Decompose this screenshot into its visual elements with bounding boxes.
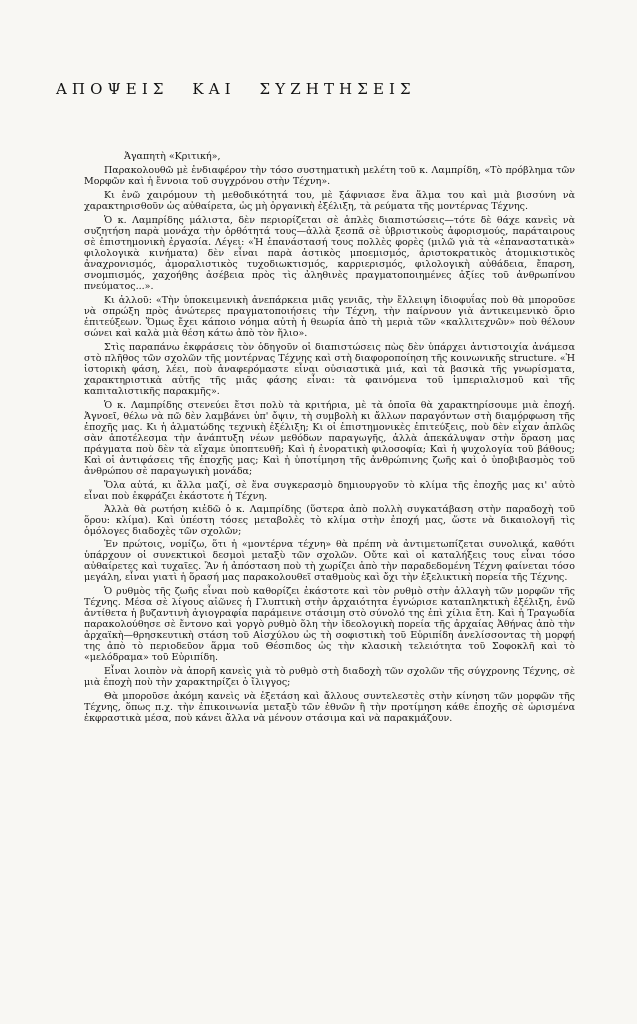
paragraph: Ἀλλὰ θὰ ρωτήση κιἑδῶ ὁ κ. Λαμπρίδης (ὕστερα ἀπὸ πολλὴ συγκατάβαση στὴν παραδοχὴ τοῦ ὅρου: κλίμα). Καὶ ὑπέστη τόσες μεταβολὲς τὸ κλίμα στὴν ἐποχή μας, ὥστε νὰ δικαιολογῆ τὶς ὁμόλογες διαδοχὲς τῶν σχολῶν; xyxy=(84,504,575,537)
paragraph: Ὁ κ. Λαμπρίδης μάλιστα, δὲν περιορίζεται σὲ ἁπλὲς διαπιστώσεις—τότε δὲ θάχε κανεὶς νὰ συζητήση παρὰ μονάχα τὴν ὀρθότητά τους—ἀλλὰ ξεσπᾶ σὲ ὑβριστικοὺς ἀφορισμούς, παράταιρους σὲ ἐπιστημονικὴ ἐργασία. Λέγει: «Ἡ ἐπανάστασή τους πολλὲς φορὲς (μιλῶ γιὰ τὰ «ἐπαναστατικὰ» φιλολογικὰ κινήματα) δὲν εἶναι παρὰ ἀστικὸς μποεμισμός, ἀριστοκρατικὸς ἀτομικιστικὸς ἀναχρονισμός, ἀμοραλιστικὸς τυχοδιωκτισμός, καρριερισμός, φιλολογικὴ αὐθάδεια, ἔπαρση, σνομπισμός, χαχοήθης ἀσέβεια πρὸς τὶς ἀληθινὲς πραγματοποιημένες ἀξίες τοῦ ἀνθρωπίνου πνεύματος...». xyxy=(84,215,575,292)
paragraph: Κι ἐνῶ χαιρόμουν τὴ μεθοδικότητά του, μὲ ξάφνιασε ἕνα ἅλμα του καὶ μιὰ βισσύνη νὰ χαρακτηρισθοῦν ὡς αὐθαίρετα, ὡς μὴ ὀργανικὴ ἐξέλιξη, τὰ ρεύματα τῆς μοντέρνας Τέχνης. xyxy=(84,190,575,212)
paragraph: Ἐν πρώτοις, νομίζω, ὅτι ἡ «μοντέρνα τέχνη» θὰ πρέπη νὰ ἀντιμετωπίζεται συνολικά, καθότι ὑπάρχουν οἱ συνεκτικοὶ δεσμοὶ μεταξὺ τῶν σχολῶν. Οὔτε καὶ οἱ καταλήξεις τους εἶναι τόσο αὐθαίρετες καὶ τυχαῖες. Ἂν ἡ ἀπόσταση ποὺ τὴ χωρίζει ἀπὸ τὴν παραδεδομένη Τέχνη φαίνεται τόσο μεγάλη, εἶναι γιατὶ ἡ ὅρασή μας παρακολουθεῖ σταθμοὺς καὶ ὄχι τὴν ἐξελικτικὴ πορεία τῆς Τέχνης. xyxy=(84,539,575,583)
paragraph: Ὁ κ. Λαμπρίδης στενεύει ἔτσι πολὺ τὰ κριτήρια, μὲ τὰ ὁποῖα θὰ χαρακτηρίσουμε μιὰ ἐποχή. Ἀγνοεῖ, θέλω νὰ πῶ δὲν λαμβάνει ὑπ' ὄψιν, τὴ συμβολὴ κι ἄλλων παραγόντων στὴ διαμόρφωση τῆς ἐποχῆς μας. Κι ἡ ἁλματώδης τεχνικὴ ἐξέλιξη; Κι οἱ ἐπιστημονικὲς ἐπιτεύξεις, ποὺ δὲν εἶχαν ἁπλῶς σὰν ἀποτέλεσμα τὴν ἀνάπτυξη νέων μεθόδων παραγωγῆς, ἀλλὰ ἀπεκάλυψαν στὴν ὅραση μας πράγματα ποὺ δὲν τὰ εἴχαμε ὑποπτευθῆ; Καὶ ἡ ἐνορατικὴ φιλοσοφία; Καὶ ἡ ψυχολογία τοῦ βάθους; Καὶ οἱ ἀντιφάσεις τῆς ἐποχῆς μας; Καὶ ἡ ὑποτίμηση τῆς ἀνθρώπινης ζωῆς καὶ ὁ ὑποβιβασμὸς τοῦ ἀνθρώπου σὲ παραγωγικὴ μονάδα; xyxy=(84,400,575,477)
paragraph: Στὶς παραπάνω ἐκφράσεις τὸν ὁδηγοῦν οἱ διαπιστώσεις πὼς δὲν ὑπάρχει ἀντιστοιχία ἀνάμεσα στὸ πλῆθος τῶν σχολῶν τῆς μοντέρνας Τέχνης καὶ στὴ διαφοροποίηση τῆς κοινωνικῆς structure. «Ἡ ἱστορικὴ φάση, λέει, ποὺ ἀναφερόμαστε εἶναι οὐσιαστικὰ μιά, καὶ τὰ βασικὰ τῆς γνωρίσματα, χαρακτηριστικὰ αὐτῆς τῆς μιᾶς φάσης εἶναι: τὰ φαινόμενα τοῦ ἰμπεριαλισμοῦ καὶ τῆς καπιταλιστικῆς παρακμῆς». xyxy=(84,342,575,397)
section-heading: ΑΠΟΨΕΙΣ ΚΑΙ ΣΥΖΗΤΗΣΕΙΣ xyxy=(56,80,416,98)
paragraph: Παρακολουθῶ μὲ ἐνδιαφέρον τὴν τόσο συστηματικὴ μελέτη τοῦ κ. Λαμπρίδη, «Τὸ πρόβλημα τῶν Μορφῶν καὶ ἡ ἔννοια τοῦ συγχρόνου στὴν Τέχνη». xyxy=(84,165,575,187)
paragraph: Ὅλα αὐτά, κι ἄλλα μαζί, σὲ ἕνα συγκερασμὸ δημιουργοῦν τὸ κλίμα τῆς ἐποχῆς μας κι' αὐτὸ εἶναι ποὺ ἐκφράζει ἑκάστοτε ἡ Τέχνη. xyxy=(84,480,575,502)
letter-salutation: Ἀγαπητὴ «Κριτική», xyxy=(124,151,221,162)
letter-body xyxy=(84,151,575,727)
paragraph: Θὰ μποροῦσε ἀκόμη κανεὶς νὰ ἐξετάση καὶ ἄλλους συντελεστὲς στὴν κίνηση τῶν μορφῶν τῆς Τέχνης, ὅπως π.χ. τὴν ἐπικοινωνία μεταξὺ τῶν ἐθνῶν ἢ τὴν προτίμηση κάθε ἐποχῆς σὲ ὡρισμένα ἐκφραστικὰ μέσα, ποὺ κάνει ἄλλα νὰ μένουν στάσιμα καὶ νὰ παρακμάζουν. xyxy=(84,691,575,724)
paragraph: Ὁ ρυθμὸς τῆς ζωῆς εἶναι ποὺ καθορίζει ἑκάστοτε καὶ τὸν ρυθμὸ στὴν ἀλλαγὴ τῶν μορφῶν τῆς Τέχνης. Μέσα σὲ λίγους αἰῶνες ἡ Γλυπτικὴ στὴν ἀρχαιότητα ἐγνώρισε καταπληκτικὴ ἐξέλιξη, ἐνῶ ἀντίθετα ἡ βυζαντινὴ ἁγιογραφία παράμεινε στάσιμη στὸ σύνολό της ἐπὶ χίλια ἔτη. Καὶ ἡ Τραγωδία παρακολούθησε σὲ ἔντονο καὶ γοργὸ ρυθμὸ ὅλη τὴν ἰδεολογικὴ πορεία τῆς ἀρχαίας Ἀθήνας ἀπὸ τὴν ἀρχαϊκὴ—θρησκευτικὴ στάση τοῦ Αἰσχύλου ὡς τὴ σοφιστικὴ τοῦ Εὐριπίδη ἀνελίσσοντας τὴ μορφή της ἀπὸ τὸ περιοδεῦον ἅρμα τοῦ Θέσπιδος ὡς τὴν κλασικὴ τελειότητα τοῦ Σοφοκλῆ καὶ τὸ «μελόδραμα» τοῦ Εὐριπίδη. xyxy=(84,586,575,663)
paragraph: Κι ἀλλοῦ: «Τὴν ὑποκειμενικὴ ἀνεπάρκεια μιᾶς γενιᾶς, τὴν ἔλλειψη ἰδιοφυΐας ποὺ θὰ μποροῦσε νὰ σπρώξη πρὸς ἀνώτερες πραγματοποιήσεις τὴν Τέχνη, τὴν παίρνουν γιὰ ἀντικειμενικὸ ὅριο ἐπιτεύξεων. Ὅμως ἔχει κάποιο νόημα αὐτὴ ἡ θεωρία ἀπὸ τὴ μεριὰ τῶν «καλλιτεχνῶν» ποὺ θέλουν σώνει καὶ καλὰ μιὰ θέση κάτω ἀπὸ τὸν ἥλιο». xyxy=(84,295,575,339)
paragraph: Εἶναι λοιπὸν νὰ ἀπορῆ κανεὶς γιὰ τὸ ρυθμὸ στὴ διαδοχὴ τῶν σχολῶν τῆς σύγχρονης Τέχνης, σὲ μιὰ ἐποχὴ ποὺ τὴν χαρακτηρίζει ὁ ἴλιγγος; xyxy=(84,666,575,688)
